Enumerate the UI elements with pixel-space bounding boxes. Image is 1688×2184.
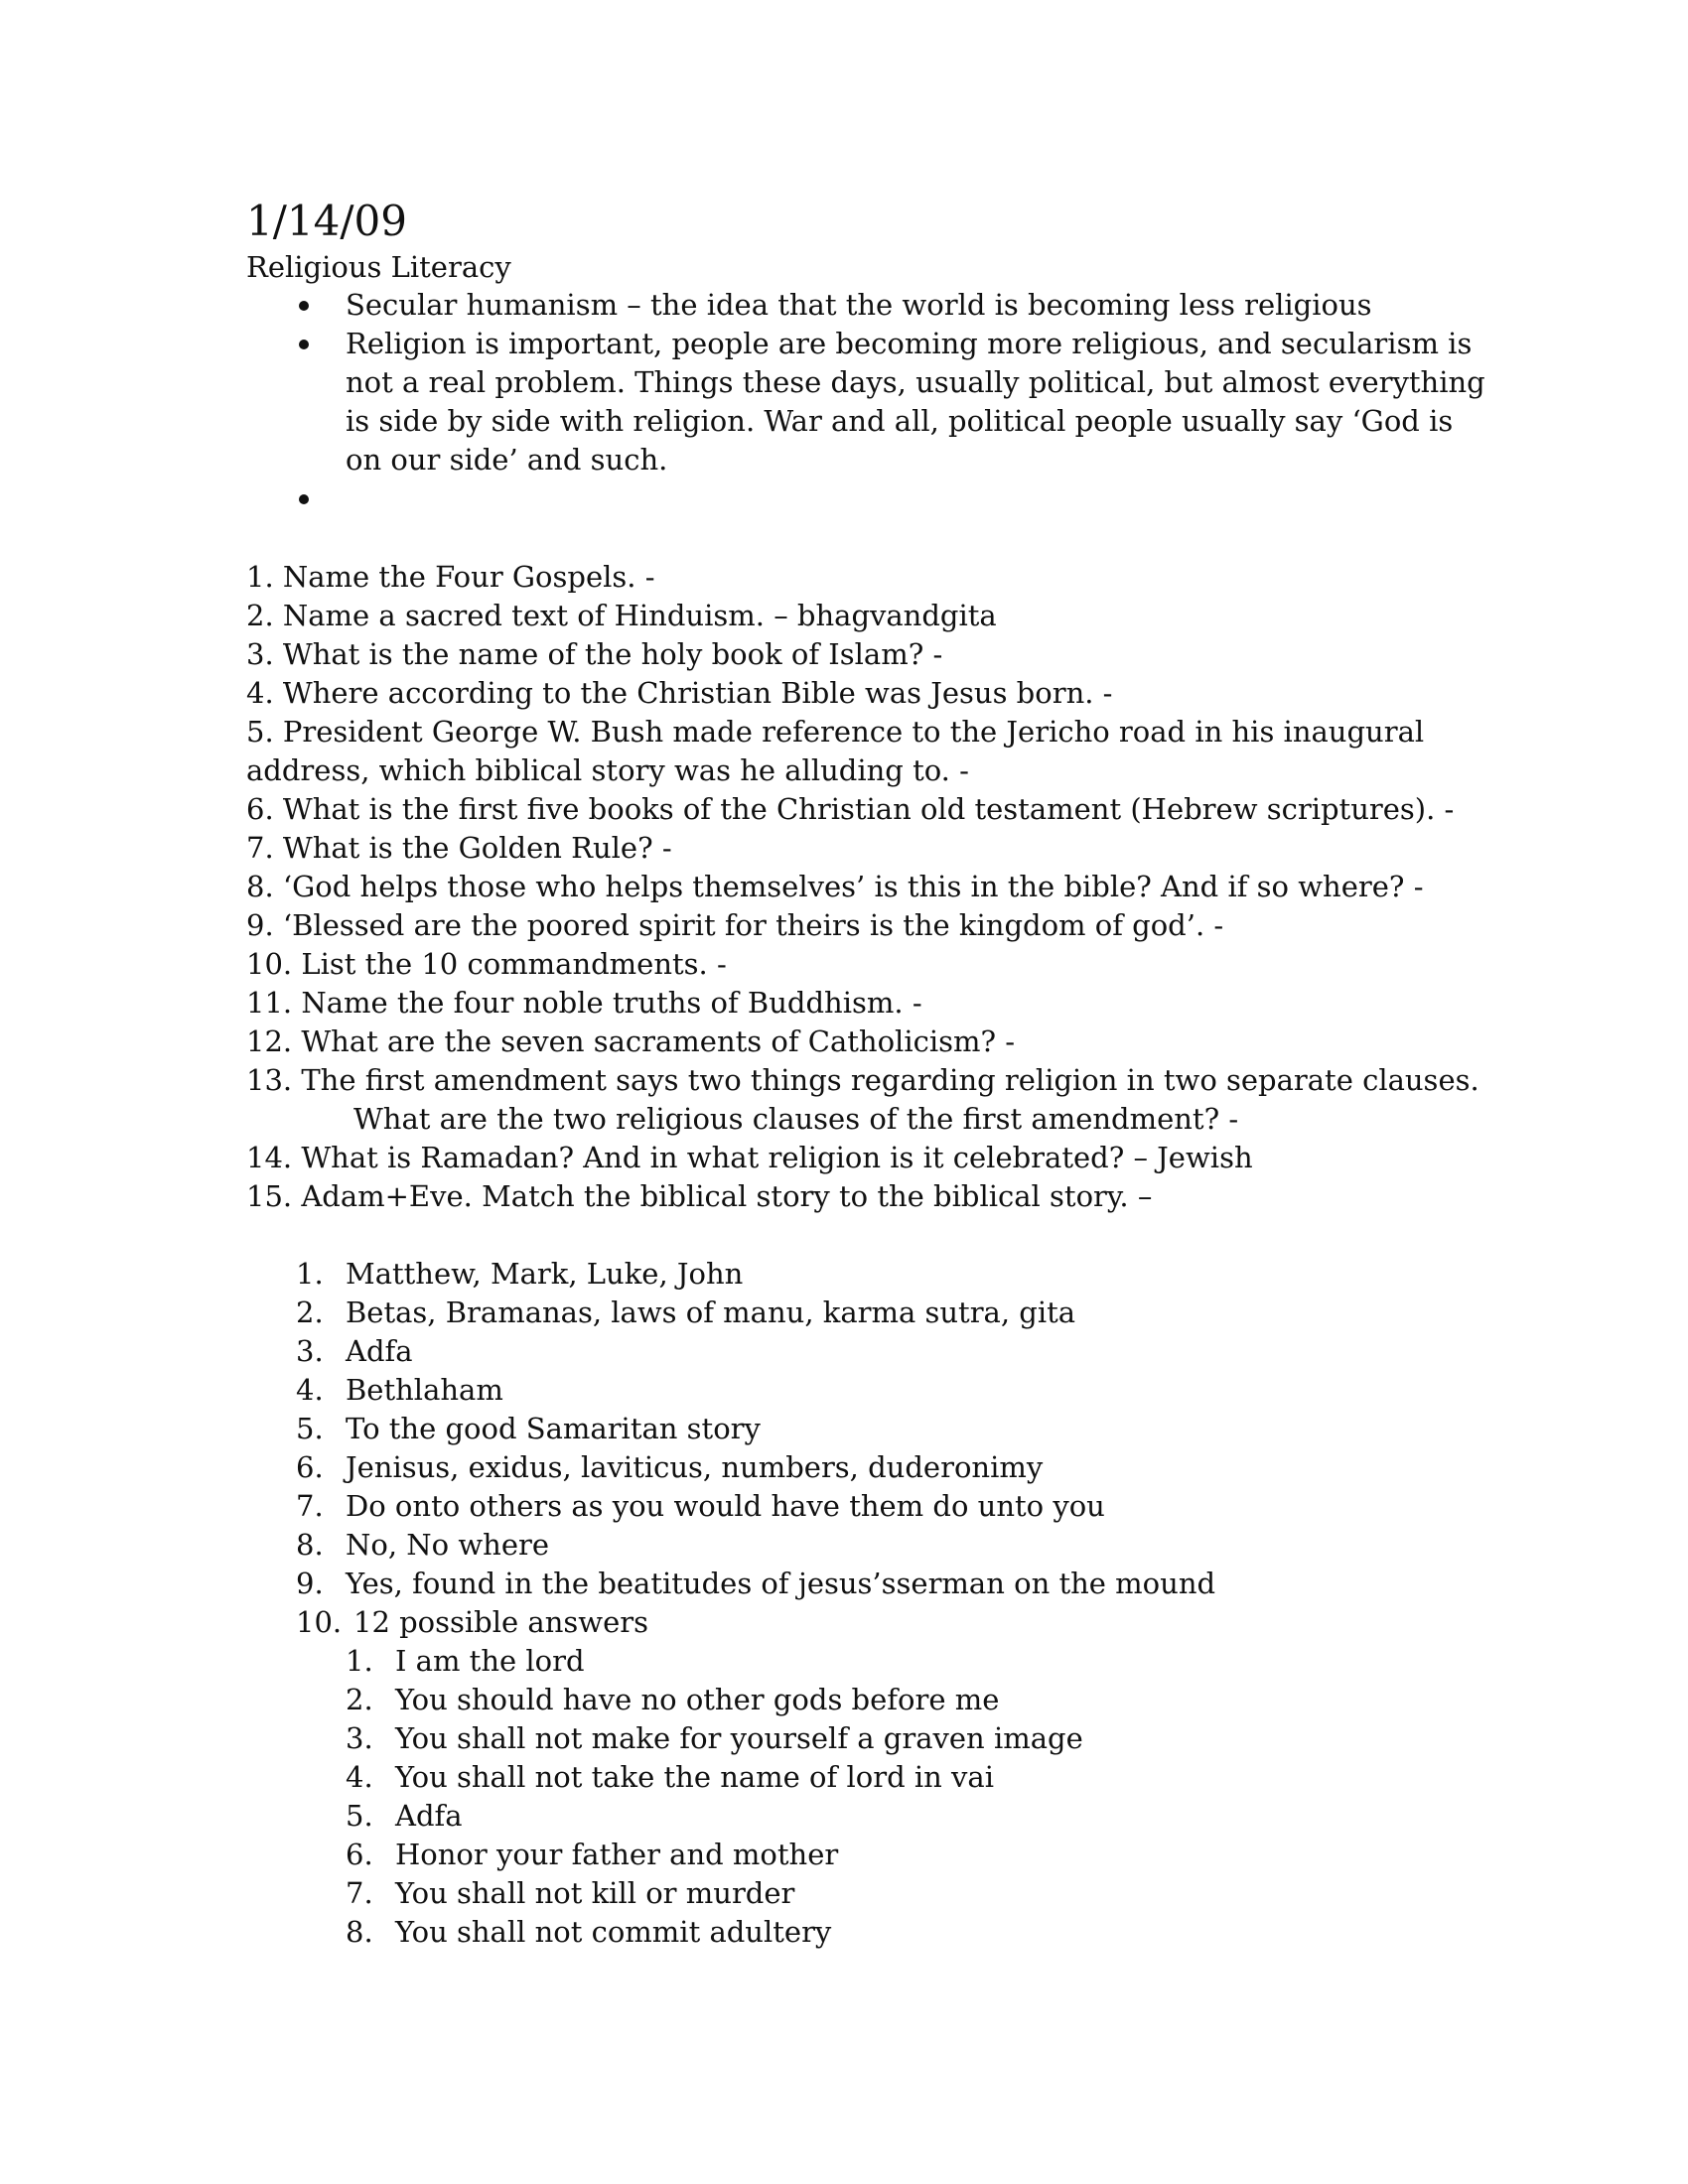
question-list (246, 558, 1487, 1216)
answer-number: 10. (296, 1605, 343, 1639)
commandment-item (246, 1642, 1487, 1681)
answer-text: Bethlaham (346, 1373, 503, 1407)
commandment-number: 4. (346, 1760, 373, 1794)
commandment-text: You should have no other gods before me (395, 1683, 1000, 1716)
answer-number: 1. (296, 1257, 324, 1291)
commandment-item (246, 1758, 1487, 1797)
bullet-text: Religion is important, people are becoming more religious, and secularism is not a real problem. Things these days, usually political, but almost everything is side by side with religion. War and all, political people usually say ‘God is on our side’ and such. (346, 327, 1485, 477)
answer-item (246, 1526, 1487, 1565)
question-item: 12. What are the seven sacraments of Catholicism? - (246, 1024, 1016, 1058)
question-item: 10. List the 10 commandments. - (246, 947, 727, 981)
commandment-text: Honor your father and mother (395, 1838, 839, 1871)
answer-number: 2. (296, 1296, 324, 1329)
answer-item (246, 1255, 1487, 1294)
commandment-text: You shall not kill or murder (395, 1876, 795, 1910)
bullet-icon (299, 301, 309, 311)
document-page (246, 195, 1487, 1952)
question-item: 6. What is the first five books of the Christian old testament (Hebrew scriptures). - (246, 792, 1455, 826)
bullet-item (246, 325, 1487, 479)
commandment-text: I am the lord (395, 1644, 585, 1678)
commandment-item (246, 1719, 1487, 1758)
answer-text: Adfa (346, 1334, 413, 1368)
answer-item (246, 1332, 1487, 1371)
answer-text: Jenisus, exidus, laviticus, numbers, duderonimy (346, 1450, 1044, 1484)
answer-item (246, 1448, 1487, 1487)
question-item: 1. Name the Four Gospels. - (246, 560, 655, 594)
answer-text: Yes, found in the beatitudes of jesus’sserman on the mound (346, 1567, 1216, 1600)
bullet-icon (299, 494, 309, 504)
answer-number: 5. (296, 1412, 324, 1445)
answer-text: Betas, Bramanas, laws of manu, karma sutra, gita (346, 1296, 1076, 1329)
question-item: 14. What is Ramadan? And in what religion is it celebrated? – Jewish (246, 1141, 1253, 1174)
question-item: 3. What is the name of the holy book of Islam? - (246, 637, 943, 671)
commandment-item (246, 1836, 1487, 1874)
question-continuation: What are the two religious clauses of the first amendment? - (353, 1102, 1239, 1136)
commandment-item (246, 1681, 1487, 1719)
question-item: 2. Name a sacred text of Hinduism. – bhagvandgita (246, 599, 997, 632)
answer-item (246, 1410, 1487, 1448)
answer-number: 7. (296, 1489, 324, 1523)
bullet-item (246, 286, 1487, 325)
commandment-number: 7. (346, 1876, 373, 1910)
commandment-number: 2. (346, 1683, 373, 1716)
answer-number: 3. (296, 1334, 324, 1368)
commandment-text: You shall not take the name of lord in vai (395, 1760, 994, 1794)
question-item: 5. President George W. Bush made reference to the Jericho road in his inaugural address, which biblical story was he alluding to. - (246, 715, 1425, 787)
answer-item (246, 1603, 1487, 1642)
commandment-number: 5. (346, 1799, 373, 1833)
question-item: 9. ‘Blessed are the poored spirit for theirs is the kingdom of god’. - (246, 908, 1224, 942)
answer-item (246, 1371, 1487, 1410)
document-subtitle: Religious Literacy (246, 250, 511, 284)
answer-text: Do onto others as you would have them do unto you (346, 1489, 1105, 1523)
question-item: 8. ‘God helps those who helps themselves’ is this in the bible? And if so where? - (246, 870, 1424, 903)
question-item: 15. Adam+Eve. Match the biblical story to the biblical story. – (246, 1179, 1153, 1213)
commandment-number: 6. (346, 1838, 373, 1871)
commandment-text: Adfa (395, 1799, 463, 1833)
question-item (246, 1061, 1487, 1139)
commandment-number: 1. (346, 1644, 373, 1678)
question-text: 13. The first amendment says two things regarding religion in two separate clauses. (246, 1063, 1479, 1097)
commandment-number: 3. (346, 1721, 373, 1755)
bullet-icon (299, 340, 309, 349)
answer-item (246, 1487, 1487, 1526)
commandment-item (246, 1874, 1487, 1913)
commandment-item (246, 1797, 1487, 1836)
answer-text: Matthew, Mark, Luke, John (346, 1257, 744, 1291)
answer-item (246, 1565, 1487, 1603)
bullet-item-empty (246, 479, 1487, 518)
question-item: 7. What is the Golden Rule? - (246, 831, 672, 865)
question-item: 4. Where according to the Christian Bible was Jesus born. - (246, 676, 1113, 710)
bullet-list (246, 286, 1487, 518)
answer-list (246, 1255, 1487, 1952)
answer-number: 4. (296, 1373, 324, 1407)
answer-number: 6. (296, 1450, 324, 1484)
document-date: 1/14/09 (246, 197, 407, 245)
answer-text: 12 possible answers (353, 1605, 648, 1639)
commandment-text: You shall not make for yourself a graven image (395, 1721, 1083, 1755)
commandment-item (246, 1913, 1487, 1952)
question-item: 11. Name the four noble truths of Buddhism. - (246, 986, 922, 1020)
answer-item (246, 1294, 1487, 1332)
bullet-text: Secular humanism – the idea that the world is becoming less religious (346, 288, 1372, 322)
answer-number: 9. (296, 1567, 324, 1600)
answer-text: To the good Samaritan story (346, 1412, 761, 1445)
answer-number: 8. (296, 1528, 324, 1562)
commandment-number: 8. (346, 1915, 373, 1949)
commandment-text: You shall not commit adultery (395, 1915, 832, 1949)
answer-text: No, No where (346, 1528, 550, 1562)
